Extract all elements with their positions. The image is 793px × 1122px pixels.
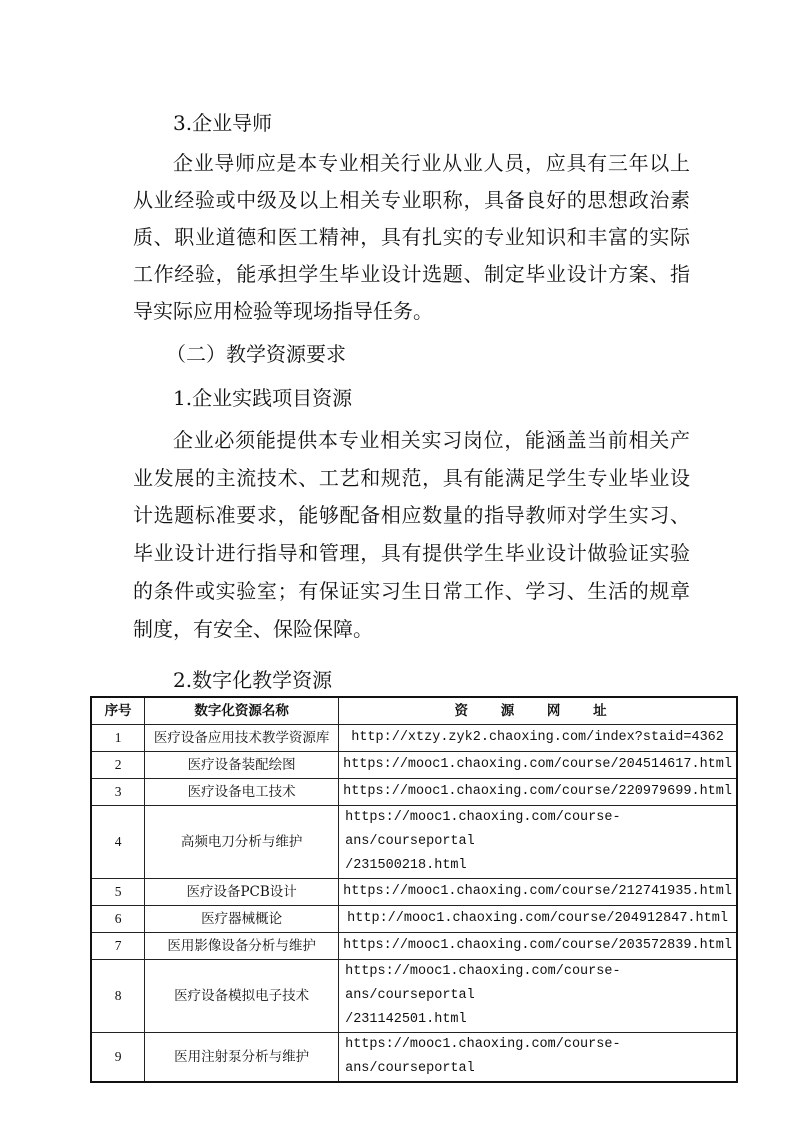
row-name: 高频电刀分析与维护 <box>145 806 339 879</box>
row-name: 医疗设备PCB设计 <box>145 879 339 906</box>
header-no: 序号 <box>91 697 145 725</box>
row-no: 7 <box>91 933 145 960</box>
row-url[interactable]: http://xtzy.zyk2.chaoxing.com/index?staid=4362 <box>339 725 737 752</box>
paragraph-line: 导实际应用检验等现场指导任务。 <box>133 299 433 323</box>
url-line[interactable]: /231142501.html <box>345 1012 467 1027</box>
url-line[interactable]: https://mooc1.chaoxing.com/course-ans/courseportal <box>345 964 621 1003</box>
row-name: 医用注射泵分析与维护 <box>145 1033 339 1083</box>
table-row <box>91 879 737 906</box>
paragraph-line: 质、职业道德和医工精神，具有扎实的专业知识和丰富的实际 <box>133 225 690 249</box>
table-row <box>91 906 737 933</box>
heading-enterprise-mentor: 3.企业导师 <box>173 111 273 135</box>
row-no: 6 <box>91 906 145 933</box>
table-header-row <box>91 697 737 725</box>
heading-teaching-resources: （二）教学资源要求 <box>166 342 346 366</box>
row-name: 医疗设备应用技术教学资源库 <box>145 725 339 752</box>
row-no: 8 <box>91 960 145 1033</box>
table-row <box>91 779 737 806</box>
paragraph-line: 业发展的主流技术、工艺和规范，具有能满足学生专业毕业设 <box>133 466 690 490</box>
row-url[interactable]: https://mooc1.chaoxing.com/course/204514617.html <box>339 752 737 779</box>
paragraph-line: 计选题标准要求，能够配备相应数量的指导教师对学生实习、 <box>133 503 690 527</box>
digital-resources-table <box>90 696 738 1083</box>
row-no: 4 <box>91 806 145 879</box>
row-url[interactable]: https://mooc1.chaoxing.com/course/203572839.html <box>339 933 737 960</box>
url-line[interactable]: https://mooc1.chaoxing.com/course-ans/courseportal <box>345 810 621 849</box>
paragraph-line: 企业导师应是本专业相关行业从业人员，应具有三年以上 <box>173 151 690 175</box>
row-name: 医用影像设备分析与维护 <box>145 933 339 960</box>
paragraph-line: 制度，有安全、保险保障。 <box>133 617 373 641</box>
row-url[interactable] <box>339 806 737 879</box>
row-no: 3 <box>91 779 145 806</box>
header-name: 数字化资源名称 <box>145 697 339 725</box>
row-no: 2 <box>91 752 145 779</box>
table-row <box>91 1033 737 1083</box>
paragraph-line: 企业必须能提供本专业相关实习岗位，能涵盖当前相关产 <box>173 428 690 452</box>
row-url[interactable]: https://mooc1.chaoxing.com/course/220979699.html <box>339 779 737 806</box>
table-row <box>91 725 737 752</box>
row-name: 医疗设备电工技术 <box>145 779 339 806</box>
paragraph-line: 工作经验，能承担学生毕业设计选题、制定毕业设计方案、指 <box>133 262 690 286</box>
row-url[interactable]: https://mooc1.chaoxing.com/course-ans/courseportal <box>339 1033 737 1083</box>
row-url[interactable] <box>339 960 737 1033</box>
row-no: 9 <box>91 1033 145 1083</box>
paragraph-line: 毕业设计进行指导和管理，具有提供学生毕业设计做验证实验 <box>133 541 690 565</box>
url-line[interactable]: /231500218.html <box>345 858 467 873</box>
heading-practice-resources: 1.企业实践项目资源 <box>173 386 353 410</box>
paragraph-line: 的条件或实验室；有保证实习生日常工作、学习、生活的规章 <box>133 579 690 603</box>
row-name: 医疗设备装配绘图 <box>145 752 339 779</box>
header-url: 资 源 网 址 <box>339 697 737 725</box>
table-row <box>91 933 737 960</box>
heading-digital-resources: 2.数字化教学资源 <box>173 668 333 692</box>
table-row <box>91 960 737 1033</box>
row-name: 医疗设备模拟电子技术 <box>145 960 339 1033</box>
paragraph-line: 从业经验或中级及以上相关专业职称，具备良好的思想政治素 <box>133 188 690 212</box>
table-row <box>91 752 737 779</box>
row-no: 1 <box>91 725 145 752</box>
row-no: 5 <box>91 879 145 906</box>
table-row <box>91 806 737 879</box>
row-url[interactable]: http://mooc1.chaoxing.com/course/204912847.html <box>339 906 737 933</box>
row-url[interactable]: https://mooc1.chaoxing.com/course/212741935.html <box>339 879 737 906</box>
row-name: 医疗器械概论 <box>145 906 339 933</box>
